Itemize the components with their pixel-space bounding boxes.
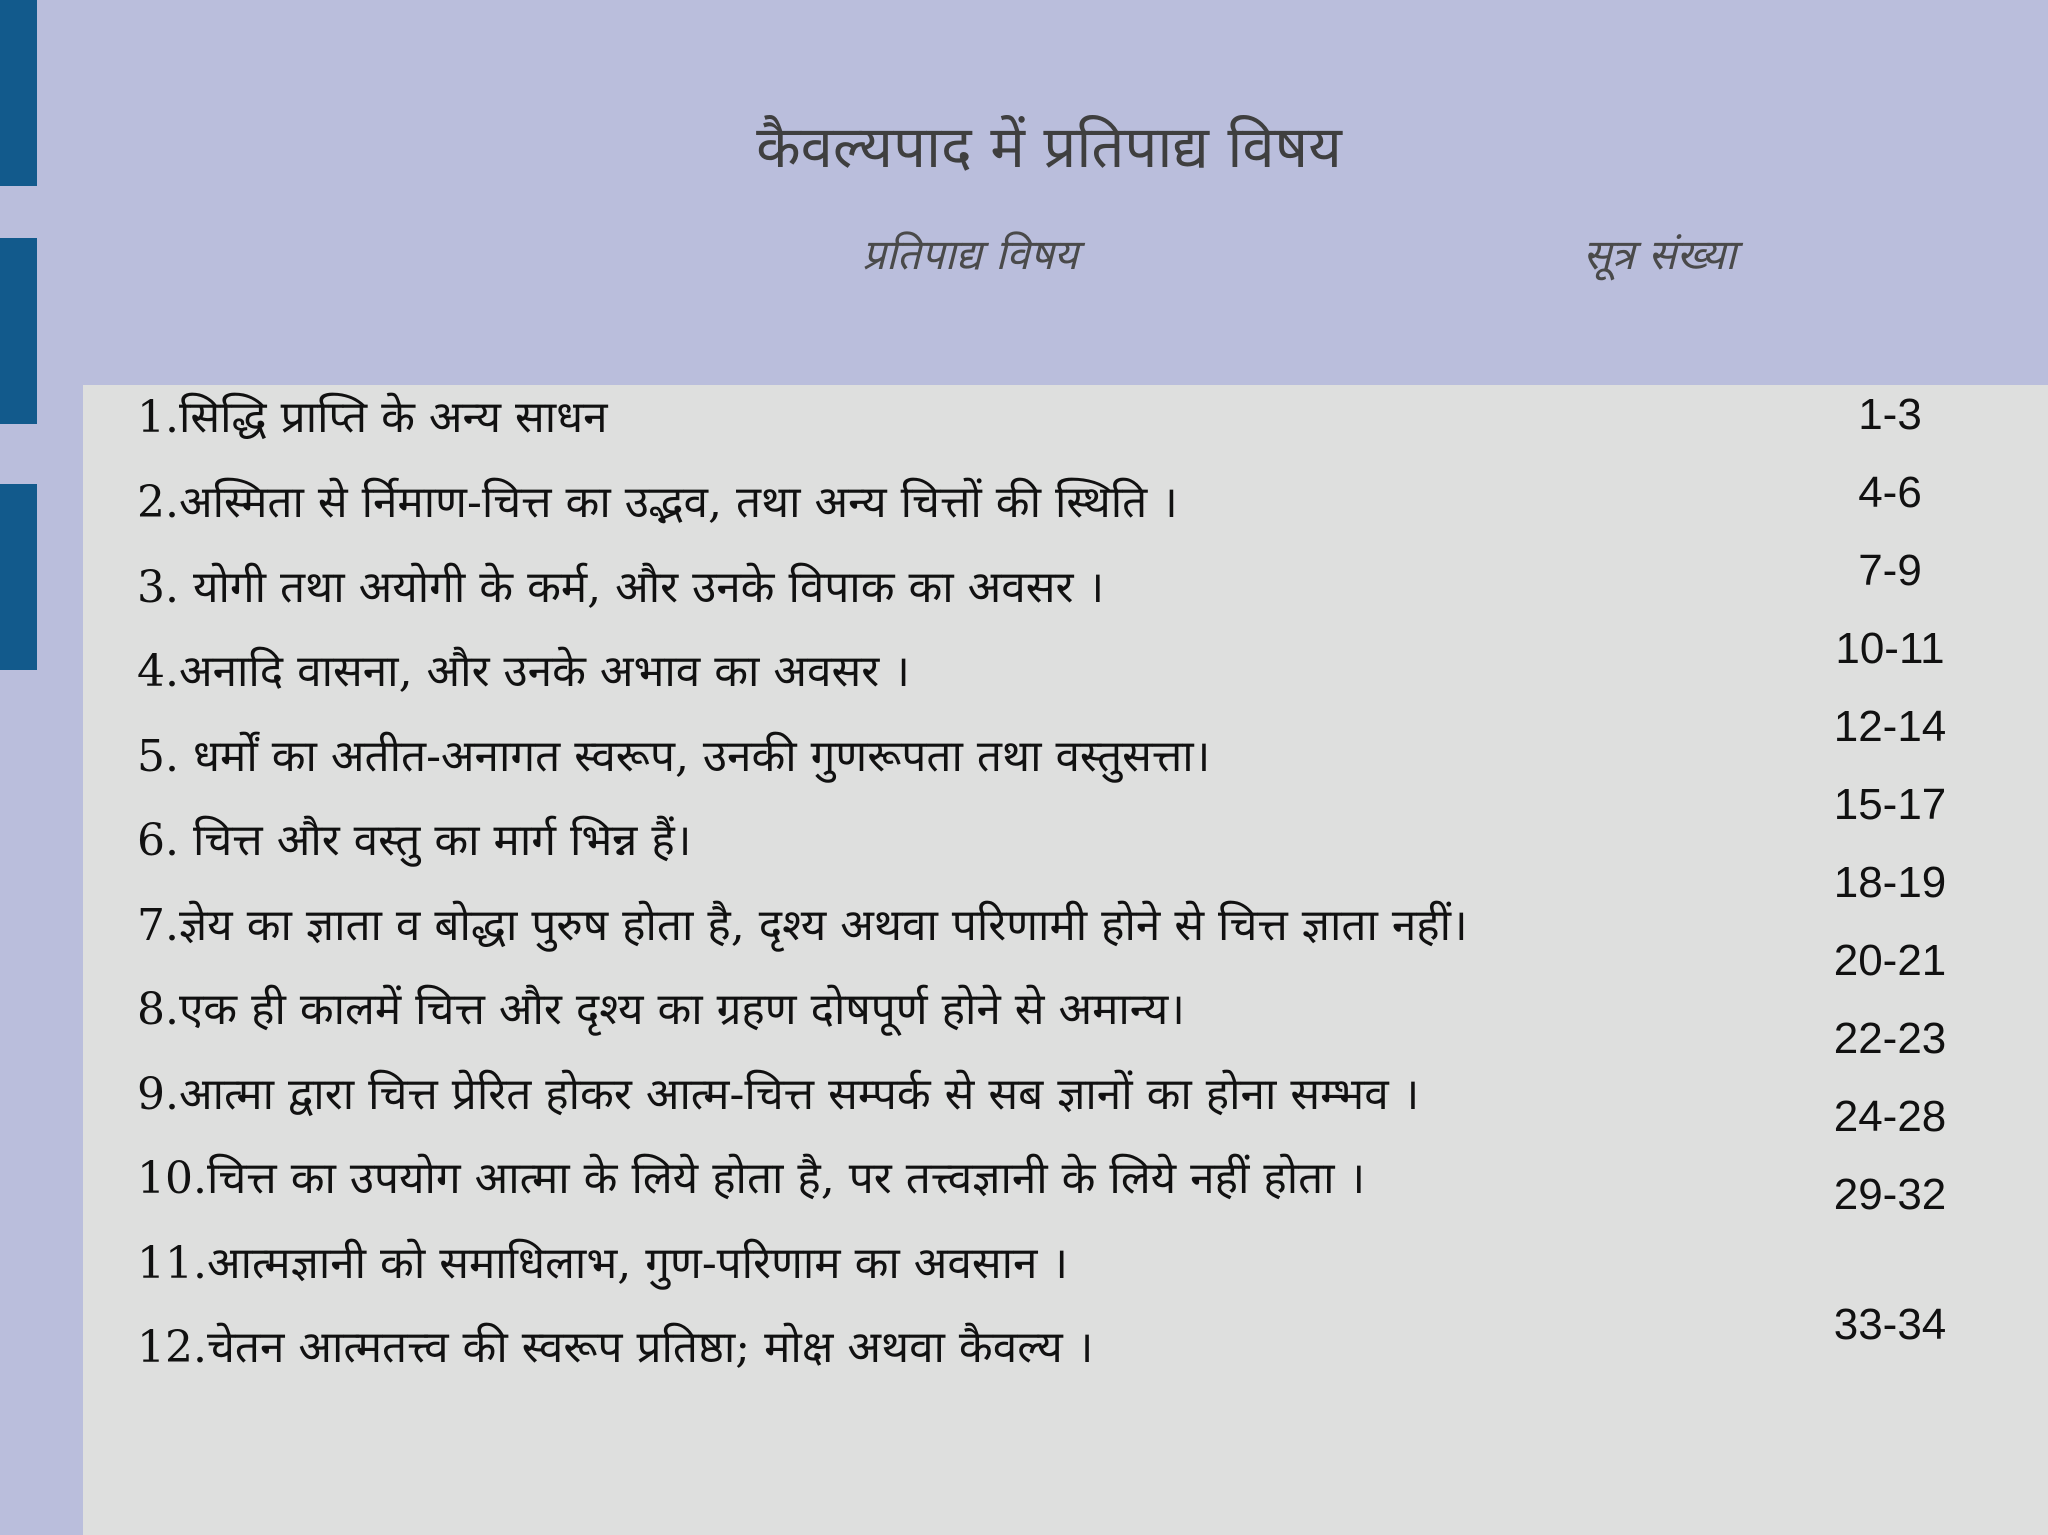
sutra-number: 4-6 [1858, 468, 1922, 517]
left-accent-bar [0, 238, 37, 424]
topic-item: 3. योगी तथा अयोगी के कर्म, और उनके विपाक का अवसर । [137, 562, 1105, 613]
topic-item: 11.आत्मज्ञानी को समाधिलाभ, गुण-परिणाम का अवसान । [137, 1238, 1069, 1289]
sutra-number: 18-19 [1833, 858, 1947, 907]
topic-item: 2.अस्मिता से र्निमाण-चित्त का उद्भव, तथा अन्य चित्तों की स्थिति । [137, 477, 1178, 528]
topic-item: 1.सिद्धि प्राप्ति के अन्य साधन [137, 392, 608, 443]
sutra-number: 15-17 [1833, 780, 1947, 829]
column-header-topic: प्रतिपाद्य विषय [862, 230, 1079, 279]
sutra-number: 1-3 [1858, 390, 1922, 439]
topic-item: 6. चित्त और वस्तु का मार्ग भिन्न हैं। [137, 815, 692, 866]
sutra-number: 20-21 [1833, 936, 1947, 985]
left-accent-bar [0, 484, 37, 670]
topic-item: 4.अनादि वासना, और उनके अभाव का अवसर । [137, 646, 910, 697]
sutra-number: 10-11 [1835, 624, 1945, 673]
slide-title: कैवल्यपाद में प्रतिपाद्य विषय [756, 113, 1342, 181]
column-header-sutra: सूत्र संख्या [1583, 230, 1737, 279]
sutra-number: 33-34 [1833, 1300, 1947, 1349]
sutra-number: 12-14 [1833, 702, 1947, 751]
topic-item: 5. धर्मों का अतीत-अनागत स्वरूप, उनकी गुणरूपता तथा वस्तुसत्ता। [137, 731, 1211, 782]
topic-item: 10.चित्त का उपयोग आत्मा के लिये होता है, पर तत्त्वज्ञानी के लिये नहीं होता । [137, 1153, 1366, 1204]
sutra-number: 7-9 [1858, 546, 1922, 595]
topic-item: 8.एक ही कालमें चित्त और दृश्य का ग्रहण दोषपूर्ण होने से अमान्य। [137, 984, 1185, 1035]
sutra-number: 29-32 [1833, 1170, 1947, 1219]
topic-item: 7.ज्ञेय का ज्ञाता व बोद्धा पुरुष होता है, दृश्य अथवा परिणामी होने से चित्त ज्ञाता नहीं। [137, 900, 1468, 951]
sutra-number: 22-23 [1833, 1014, 1947, 1063]
topic-item: 12.चेतन आत्मतत्त्व की स्वरूप प्रतिष्ठा; मोक्ष अथवा कैवल्य । [137, 1322, 1094, 1373]
sutra-number: 24-28 [1833, 1092, 1947, 1141]
topic-item: 9.आत्मा द्वारा चित्त प्रेरित होकर आत्म-चित्त सम्पर्क से सब ज्ञानों का होना सम्भव । [137, 1069, 1420, 1120]
